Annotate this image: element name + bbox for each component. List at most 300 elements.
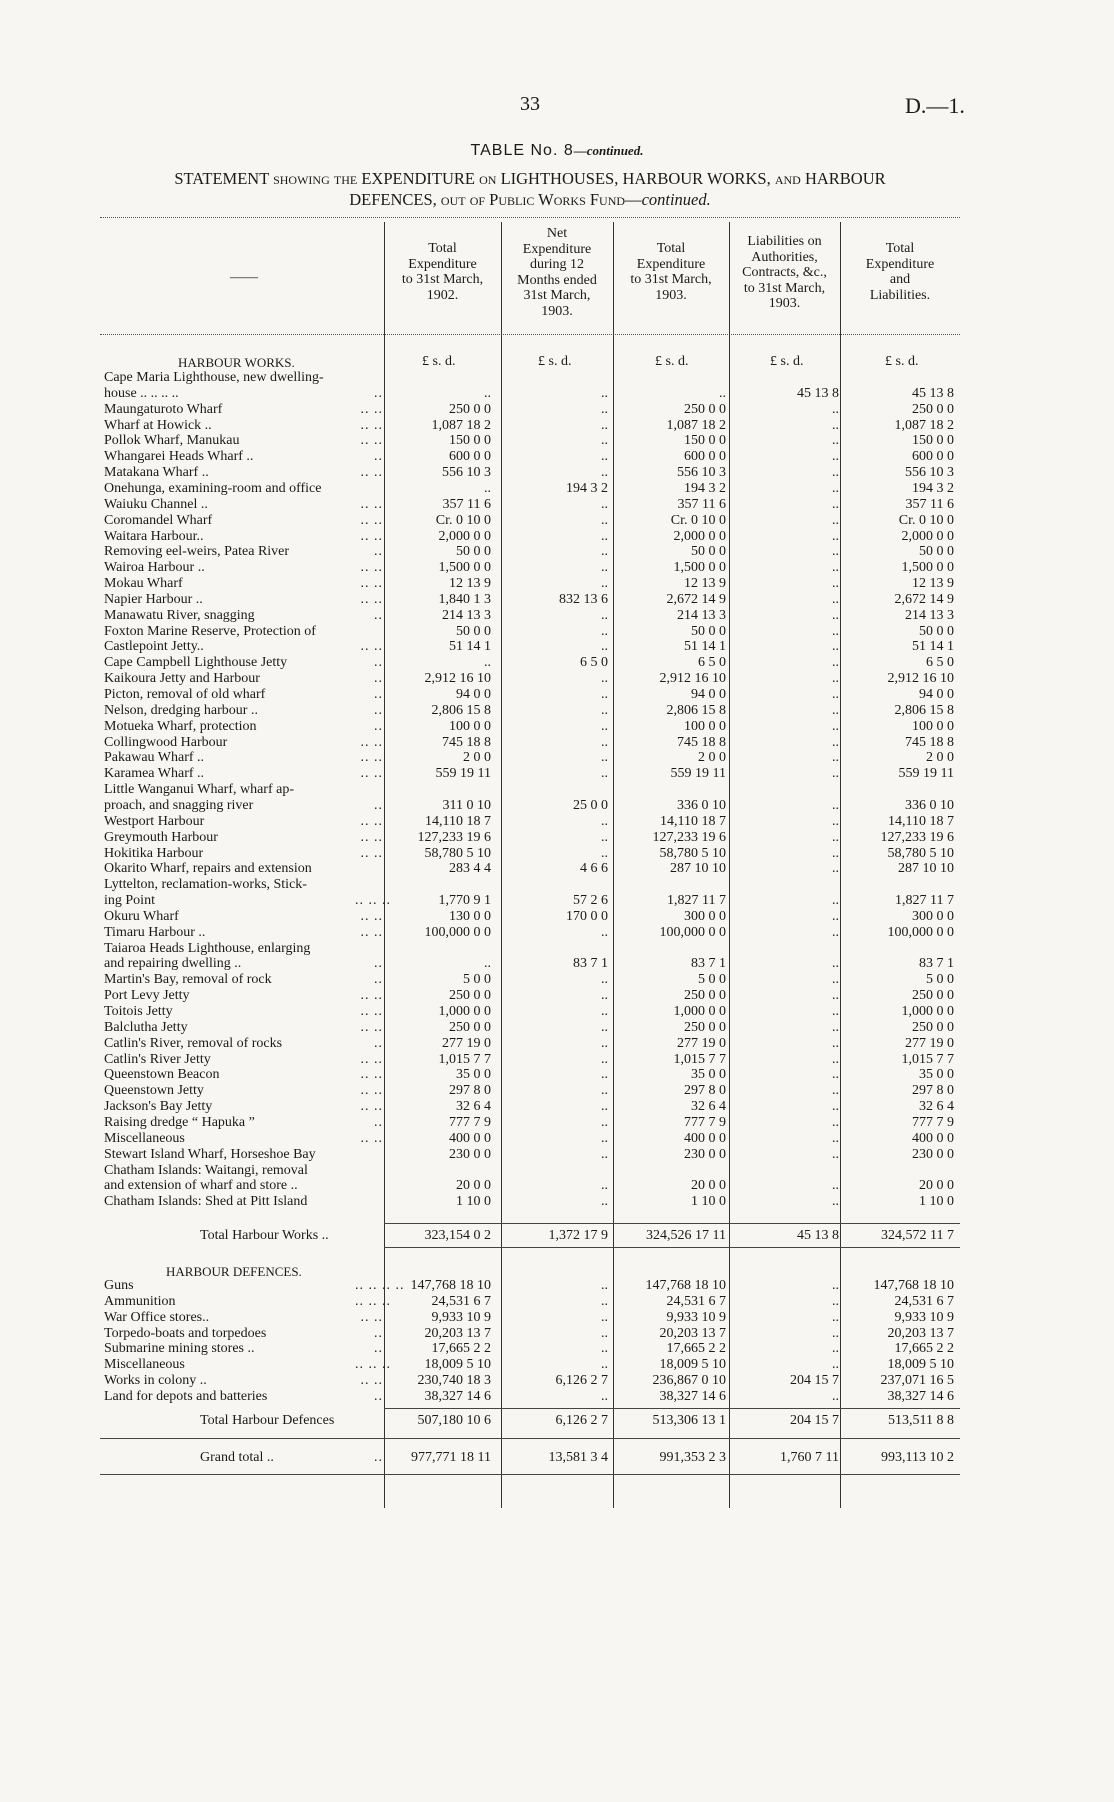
- cell-total-1903: 324,526 17 11: [646, 1228, 726, 1243]
- row-label: house .. .. .. ..: [104, 385, 179, 401]
- cell-net-1903: 57 2 6: [573, 893, 608, 909]
- row-leader-dots: ..: [374, 1450, 383, 1465]
- table-row: [0, 750, 1114, 766]
- cell-total-liabilities: 1 10 0: [919, 1194, 954, 1210]
- cell-liabilities: ..: [832, 1083, 839, 1099]
- cell-liabilities: ..: [832, 401, 839, 417]
- row-label: Nelson, dredging harbour ..: [104, 702, 258, 718]
- header-col-2-line: 31st March,: [523, 288, 591, 303]
- cell-liabilities: ..: [832, 1278, 839, 1293]
- cell-total-1903: ..: [719, 385, 726, 401]
- cell-total-1903: 194 3 2: [684, 480, 726, 496]
- row-label: Works in colony ..: [104, 1373, 207, 1389]
- cell-net-1903: ..: [601, 1019, 608, 1035]
- cell-total-1903: 745 18 8: [677, 734, 726, 750]
- cell-total-1902: 2 0 0: [463, 750, 491, 766]
- row-label: Catlin's River, removal of rocks: [104, 1035, 283, 1051]
- row-leader-dots: .. ..: [360, 766, 383, 782]
- cell-net-1903: ..: [601, 972, 608, 988]
- row-label: Queenstown Beacon: [104, 1067, 220, 1083]
- cell-liabilities: ..: [832, 655, 839, 671]
- cell-net-1903: ..: [601, 1178, 608, 1194]
- cell-total-liabilities: 94 0 0: [919, 687, 954, 702]
- table-row: [0, 703, 1114, 719]
- statement-line-2-italic: continued.: [641, 190, 711, 209]
- cell-total-liabilities: 250 0 0: [912, 401, 954, 417]
- table-row: [0, 925, 1114, 941]
- row-leader-dots: .. ..: [360, 924, 383, 940]
- cell-total-liabilities: 297 8 0: [912, 1083, 954, 1099]
- cell-total-1903: 2 0 0: [698, 750, 726, 766]
- row-label: Miscellaneous: [104, 1130, 185, 1146]
- row-label: Raising dredge “ Hapuka ”: [104, 1114, 255, 1130]
- cell-liabilities: ..: [832, 528, 839, 544]
- row-label: Cape Maria Lighthouse, new dwelling-: [104, 370, 324, 385]
- cell-total-1902: Cr. 0 10 0: [435, 512, 491, 528]
- table-row: [0, 418, 1114, 434]
- table-row: [0, 1020, 1114, 1036]
- table-row: [0, 1099, 1114, 1115]
- cell-total-liabilities: 230 0 0: [912, 1146, 954, 1162]
- cell-net-1903: ..: [601, 1146, 608, 1162]
- cell-total-1902: 214 13 3: [442, 607, 491, 623]
- row-label: Pollok Wharf, Manukau: [104, 433, 240, 449]
- cell-total-liabilities: 2,806 15 8: [894, 702, 954, 718]
- row-leader-dots: .. ..: [360, 417, 383, 433]
- row-label: Onehunga, examining-room and office: [104, 480, 322, 496]
- cell-liabilities: ..: [832, 417, 839, 433]
- currency-header-1: £ s. d.: [422, 354, 456, 369]
- row-label: Napier Harbour ..: [104, 591, 203, 607]
- cell-total-liabilities: 745 18 8: [905, 734, 954, 750]
- cell-liabilities: ..: [832, 433, 839, 449]
- header-bottom-rule: [100, 334, 960, 335]
- row-label: Mokau Wharf: [104, 576, 183, 592]
- currency-header-4: £ s. d.: [770, 354, 804, 369]
- cell-total-1902: 2,000 0 0: [438, 528, 491, 544]
- cell-liabilities: ..: [832, 639, 839, 655]
- cell-liabilities: ..: [832, 591, 839, 607]
- header-col-3-line: 1903.: [655, 287, 687, 303]
- cell-total-1902: 12 13 9: [449, 576, 491, 592]
- cell-total-liabilities: 24,531 6 7: [894, 1293, 954, 1309]
- bottom-rule: [100, 1474, 960, 1475]
- row-leader-dots: .. ..: [360, 528, 383, 544]
- cell-total-1902: 230 0 0: [449, 1146, 491, 1162]
- table-row: [0, 481, 1114, 497]
- row-label: Total Harbour Defences: [200, 1413, 335, 1428]
- cell-net-1903: ..: [601, 1309, 608, 1325]
- header-col-3-line: Expenditure: [636, 256, 706, 272]
- cell-total-1902: 745 18 8: [442, 734, 491, 750]
- cell-net-1903: ..: [601, 829, 608, 845]
- cell-liabilities: ..: [832, 671, 839, 687]
- row-label: Removing eel-weirs, Patea River: [104, 544, 290, 560]
- row-leader-dots: ..: [374, 687, 383, 702]
- cell-total-liabilities: 150 0 0: [912, 433, 954, 449]
- cell-net-1903: ..: [601, 576, 608, 592]
- cell-total-1903: 32 6 4: [691, 1099, 726, 1115]
- cell-total-1903: 600 0 0: [684, 449, 726, 465]
- cell-total-liabilities: 32 6 4: [919, 1099, 954, 1115]
- cell-total-1902: 35 0 0: [456, 1067, 491, 1083]
- cell-total-liabilities: 50 0 0: [919, 623, 954, 639]
- cell-liabilities: ..: [832, 972, 839, 988]
- row-leader-dots: ..: [374, 718, 383, 734]
- cell-net-1903: ..: [601, 766, 608, 782]
- cell-net-1903: ..: [601, 1130, 608, 1146]
- cell-total-1902: ..: [484, 956, 491, 972]
- cell-total-1903: 20,203 13 7: [659, 1325, 726, 1341]
- cell-total-1902: 1,770 9 1: [438, 893, 491, 909]
- cell-total-1903: 357 11 6: [677, 496, 726, 512]
- row-label: Maungaturoto Wharf: [104, 401, 223, 417]
- row-leader-dots: .. ..: [360, 512, 383, 528]
- cell-total-1903: 51 14 1: [684, 639, 726, 655]
- cell-total-1902: 18,009 5 10: [424, 1357, 491, 1373]
- row-label: Whangarei Heads Wharf ..: [104, 449, 254, 465]
- table-row: [0, 687, 1114, 703]
- row-leader-dots: .. ..: [360, 1130, 383, 1146]
- cell-total-1903: 2,672 14 9: [666, 591, 726, 607]
- table-row: [0, 1194, 1114, 1210]
- table-row: [0, 1083, 1114, 1099]
- table-row: [0, 735, 1114, 751]
- table-row: [0, 941, 1114, 957]
- cell-total-1902: 230,740 18 3: [417, 1373, 491, 1389]
- cell-total-1902: 94 0 0: [456, 687, 491, 702]
- cell-liabilities: ..: [832, 766, 839, 782]
- cell-total-1902: 777 7 9: [449, 1114, 491, 1130]
- cell-total-1902: 250 0 0: [449, 1019, 491, 1035]
- cell-total-1902: 127,233 19 6: [417, 829, 491, 845]
- cell-total-liabilities: 58,780 5 10: [887, 845, 954, 861]
- cell-net-1903: ..: [601, 1278, 608, 1293]
- row-leader-dots: .. .. ..: [355, 1293, 391, 1309]
- row-label: Cape Campbell Lighthouse Jetty: [104, 655, 288, 671]
- cell-net-1903: 6,126 2 7: [555, 1373, 608, 1389]
- cell-total-liabilities: 100 0 0: [912, 718, 954, 734]
- row-leader-dots: .. ..: [360, 1067, 383, 1083]
- cell-net-1903: ..: [601, 671, 608, 687]
- cell-net-1903: ..: [601, 544, 608, 560]
- cell-total-1903: 991,353 2 3: [659, 1450, 726, 1465]
- table-row: [0, 1341, 1114, 1357]
- cell-total-1903: 1,500 0 0: [673, 560, 726, 576]
- cell-liabilities: ..: [832, 813, 839, 829]
- row-leader-dots: .. ..: [360, 465, 383, 481]
- row-label: Westport Harbour: [104, 813, 205, 829]
- cell-total-1903: 58,780 5 10: [659, 845, 726, 861]
- table-row: [0, 529, 1114, 545]
- row-leader-dots: .. .. ..: [355, 893, 391, 909]
- cell-liabilities: ..: [832, 702, 839, 718]
- cell-total-1902: 1,840 1 3: [438, 591, 491, 607]
- cell-total-1903: 150 0 0: [684, 433, 726, 449]
- cell-net-1903: ..: [601, 449, 608, 465]
- table-row: [0, 1278, 1114, 1294]
- cell-total-1902: 1,500 0 0: [438, 560, 491, 576]
- cell-total-1902: 147,768 18 10: [410, 1278, 491, 1293]
- row-leader-dots: .. ..: [360, 401, 383, 417]
- header-col-5-line: Liabilities.: [869, 287, 931, 303]
- cell-total-1903: 20 0 0: [691, 1178, 726, 1194]
- cell-total-1902: 277 19 0: [442, 1035, 491, 1051]
- cell-liabilities: ..: [832, 1388, 839, 1404]
- cell-liabilities: 45 13 8: [797, 1228, 839, 1243]
- row-label: Ammunition: [104, 1293, 176, 1309]
- row-label: ing Point: [104, 893, 155, 909]
- row-label: Manawatu River, snagging: [104, 607, 255, 623]
- row-leader-dots: .. ..: [360, 1373, 383, 1389]
- cell-net-1903: ..: [601, 1388, 608, 1404]
- header-col-5: [840, 241, 960, 303]
- row-leader-dots: ..: [374, 1035, 383, 1051]
- row-leader-dots: .. ..: [360, 1083, 383, 1099]
- statement-line-1: STATEMENT showing the EXPENDITURE on LIGHTHOUSES, HARBOUR WORKS, and HARBOUR: [174, 169, 886, 188]
- row-leader-dots: ..: [374, 797, 383, 813]
- top-rule: [100, 217, 960, 218]
- row-label: Foxton Marine Reserve, Protection of: [104, 623, 316, 639]
- total-harbour-defences-row: [0, 1413, 1114, 1429]
- row-label: Catlin's River Jetty: [104, 1051, 211, 1067]
- header-col-5-line: Expenditure: [865, 256, 935, 272]
- cell-liabilities: ..: [832, 750, 839, 766]
- cell-total-1903: 147,768 18 10: [645, 1278, 726, 1293]
- cell-liabilities: ..: [832, 1341, 839, 1357]
- header-col-3: [613, 241, 729, 303]
- table-row: [0, 624, 1114, 640]
- cell-total-1903: 2,000 0 0: [673, 528, 726, 544]
- cell-total-1902: 50 0 0: [456, 623, 491, 639]
- table-row: [0, 639, 1114, 655]
- cell-total-1902: 24,531 6 7: [431, 1293, 491, 1309]
- row-label: Torpedo-boats and torpedoes: [104, 1325, 267, 1341]
- table-row: [0, 846, 1114, 862]
- row-leader-dots: ..: [374, 607, 383, 623]
- cell-total-liabilities: 2,912 16 10: [887, 671, 954, 687]
- cell-total-1903: 83 7 1: [691, 956, 726, 972]
- row-leader-dots: .. ..: [360, 496, 383, 512]
- cell-total-1902: 32 6 4: [456, 1099, 491, 1115]
- cell-total-1903: 1 10 0: [691, 1194, 726, 1210]
- cell-total-liabilities: 250 0 0: [912, 988, 954, 1004]
- cell-liabilities: ..: [832, 623, 839, 639]
- cell-total-1903: 230 0 0: [684, 1146, 726, 1162]
- cell-total-1902: 507,180 10 6: [417, 1413, 491, 1428]
- header-col-4-line: Contracts, &c.,: [742, 265, 827, 280]
- table-row: [0, 544, 1114, 560]
- cell-total-liabilities: 277 19 0: [905, 1035, 954, 1051]
- cell-total-liabilities: 1,087 18 2: [894, 417, 954, 433]
- row-label: Wharf at Howick ..: [104, 417, 212, 433]
- cell-liabilities: 204 15 7: [790, 1373, 839, 1389]
- cell-total-1902: ..: [484, 655, 491, 671]
- header-col-3-line: Total: [656, 241, 686, 256]
- cell-liabilities: ..: [832, 1146, 839, 1162]
- cell-net-1903: ..: [601, 702, 608, 718]
- cell-liabilities: ..: [832, 465, 839, 481]
- cell-liabilities: ..: [832, 1194, 839, 1210]
- cell-total-1902: 297 8 0: [449, 1083, 491, 1099]
- table-row: [0, 782, 1114, 798]
- table-row: [0, 719, 1114, 735]
- row-label: War Office stores..: [104, 1309, 210, 1325]
- cell-total-liabilities: 35 0 0: [919, 1067, 954, 1083]
- cell-liabilities: ..: [832, 449, 839, 465]
- cell-net-1903: 1,372 17 9: [548, 1228, 608, 1243]
- cell-total-1903: 250 0 0: [684, 1019, 726, 1035]
- cell-net-1903: ..: [601, 1051, 608, 1067]
- row-label: Matakana Wharf ..: [104, 465, 209, 481]
- cell-liabilities: ..: [832, 734, 839, 750]
- cell-liabilities: ..: [832, 829, 839, 845]
- header-col-3-line: to 31st March,: [630, 272, 712, 287]
- cell-total-1903: 336 0 10: [677, 797, 726, 813]
- cell-total-1903: 2,806 15 8: [666, 702, 726, 718]
- table-row: [0, 370, 1114, 386]
- table-row: [0, 1067, 1114, 1083]
- row-label: Chatham Islands: Waitangi, removal: [104, 1162, 308, 1178]
- cell-liabilities: ..: [832, 607, 839, 623]
- cell-net-1903: 83 7 1: [573, 956, 608, 972]
- row-leader-dots: .. ..: [360, 988, 383, 1004]
- cell-total-1903: 50 0 0: [691, 544, 726, 560]
- row-label: Chatham Islands: Shed at Pitt Island: [104, 1194, 308, 1210]
- cell-total-1903: 9,933 10 9: [666, 1309, 726, 1325]
- cell-total-liabilities: 9,933 10 9: [894, 1309, 954, 1325]
- cell-total-liabilities: 556 10 3: [905, 465, 954, 481]
- cell-net-1903: ..: [601, 1004, 608, 1019]
- cell-total-1902: 9,933 10 9: [431, 1309, 491, 1325]
- row-label: Okarito Wharf, repairs and extension: [104, 861, 312, 877]
- cell-liabilities: ..: [832, 1035, 839, 1051]
- cell-liabilities: ..: [832, 480, 839, 496]
- row-label: and repairing dwelling ..: [104, 956, 242, 972]
- cell-total-liabilities: 38,327 14 6: [887, 1388, 954, 1404]
- table-row: [0, 1163, 1114, 1179]
- cell-net-1903: ..: [601, 1035, 608, 1051]
- row-leader-dots: .. ..: [360, 829, 383, 845]
- cell-total-1902: 130 0 0: [449, 908, 491, 924]
- cell-total-1902: 250 0 0: [449, 988, 491, 1004]
- table-row: [0, 1326, 1114, 1342]
- cell-liabilities: ..: [832, 1114, 839, 1130]
- cell-total-liabilities: 17,665 2 2: [894, 1341, 954, 1357]
- table-row: [0, 386, 1114, 402]
- cell-total-1903: 777 7 9: [684, 1114, 726, 1130]
- row-label: Timaru Harbour ..: [104, 924, 206, 940]
- cell-liabilities: ..: [832, 1130, 839, 1146]
- row-label: Stewart Island Wharf, Horseshoe Bay: [104, 1146, 316, 1162]
- table-row: [0, 1036, 1114, 1052]
- row-label: Motueka Wharf, protection: [104, 718, 257, 734]
- cell-total-1902: 977,771 18 11: [411, 1450, 491, 1465]
- row-label: Grand total ..: [200, 1450, 274, 1465]
- row-leader-dots: ..: [374, 1341, 383, 1357]
- subtotal-rule-works: [384, 1223, 960, 1224]
- statement-line-2-text: DEFENCES, out of Public Works Fund—: [349, 190, 642, 209]
- row-leader-dots: ..: [374, 449, 383, 465]
- statement-heading: [100, 168, 960, 210]
- cell-total-liabilities: 777 7 9: [912, 1114, 954, 1130]
- cell-total-1902: 1 10 0: [456, 1194, 491, 1210]
- header-col-2-line: 1903.: [541, 303, 573, 319]
- cell-total-1903: 18,009 5 10: [659, 1357, 726, 1373]
- cell-total-1902: 50 0 0: [456, 544, 491, 560]
- row-leader-dots: .. .. ..: [355, 1357, 391, 1373]
- header-col-4: [729, 234, 840, 312]
- row-leader-dots: .. ..: [360, 1051, 383, 1067]
- cell-net-1903: ..: [601, 560, 608, 576]
- header-col-5-line: Total: [885, 241, 915, 256]
- statement-line-2: [100, 189, 960, 210]
- cell-liabilities: ..: [832, 560, 839, 576]
- table-row: [0, 576, 1114, 592]
- row-label: Waitara Harbour..: [104, 528, 204, 544]
- cell-total-1902: 14,110 18 7: [425, 813, 491, 829]
- row-label: Toitois Jetty: [104, 1004, 173, 1019]
- row-leader-dots: ..: [374, 702, 383, 718]
- cell-total-1902: 357 11 6: [442, 496, 491, 512]
- row-leader-dots: .. ..: [360, 1099, 383, 1115]
- cell-total-liabilities: 214 13 3: [905, 607, 954, 623]
- cell-total-liabilities: 18,009 5 10: [887, 1357, 954, 1373]
- row-leader-dots: ..: [374, 1388, 383, 1404]
- cell-net-1903: ..: [601, 512, 608, 528]
- cell-net-1903: ..: [601, 385, 608, 401]
- currency-header-5: £ s. d.: [885, 354, 919, 369]
- cell-net-1903: 194 3 2: [566, 480, 608, 496]
- cell-total-liabilities: 12 13 9: [912, 576, 954, 592]
- cell-total-liabilities: 20 0 0: [919, 1178, 954, 1194]
- table-row: [0, 893, 1114, 909]
- cell-total-liabilities: Cr. 0 10 0: [898, 512, 954, 528]
- cell-total-1902: 17,665 2 2: [431, 1341, 491, 1357]
- header-col-4-line: Liabilities on: [747, 234, 822, 249]
- cell-net-1903: 4 6 6: [580, 861, 608, 877]
- table-row: [0, 671, 1114, 687]
- header-col-2-line: during 12: [529, 257, 585, 272]
- cell-total-1903: 6 5 0: [698, 655, 726, 671]
- cell-total-1902: 38,327 14 6: [424, 1388, 491, 1404]
- row-leader-dots: ..: [374, 1114, 383, 1130]
- header-col-2-line: Expenditure: [522, 241, 592, 257]
- cell-net-1903: ..: [601, 607, 608, 623]
- cell-net-1903: ..: [601, 1067, 608, 1083]
- cell-net-1903: ..: [601, 1083, 608, 1099]
- cell-total-liabilities: 1,000 0 0: [901, 1004, 954, 1019]
- row-leader-dots: .. ..: [360, 591, 383, 607]
- cell-net-1903: ..: [601, 433, 608, 449]
- cell-total-1903: 1,087 18 2: [666, 417, 726, 433]
- cell-total-liabilities: 45 13 8: [912, 385, 954, 401]
- cell-total-liabilities: 237,071 16 5: [880, 1373, 954, 1389]
- cell-total-liabilities: 400 0 0: [912, 1130, 954, 1146]
- cell-liabilities: ..: [832, 845, 839, 861]
- row-label: Collingwood Harbour: [104, 734, 228, 750]
- cell-liabilities: ..: [832, 861, 839, 877]
- cell-net-1903: ..: [601, 623, 608, 639]
- row-label: Pakawau Wharf ..: [104, 750, 205, 766]
- row-label: Balclutha Jetty: [104, 1019, 188, 1035]
- cell-liabilities: ..: [832, 924, 839, 940]
- table-title-text: TABLE No. 8: [470, 142, 574, 159]
- cell-liabilities: ..: [832, 1357, 839, 1373]
- cell-total-1902: 1,000 0 0: [438, 1004, 491, 1019]
- cell-liabilities: ..: [832, 496, 839, 512]
- cell-liabilities: ..: [832, 512, 839, 528]
